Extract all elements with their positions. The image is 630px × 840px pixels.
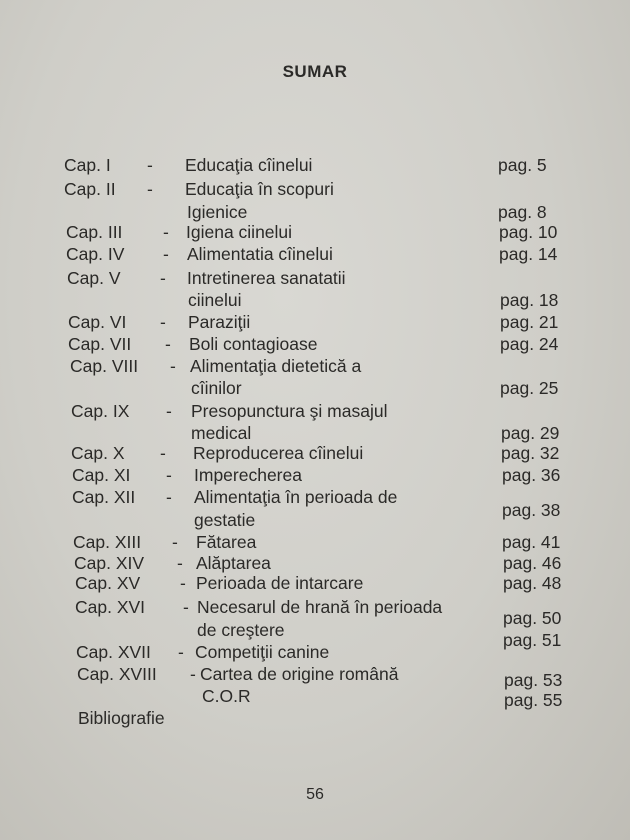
chapter-title: Presopunctura şi masajul [191, 401, 388, 421]
toc-entry [0, 222, 630, 242]
chapter-title: Fătarea [196, 532, 257, 552]
chapter-number: Cap. VI [68, 312, 127, 332]
chapter-page: pag. 14 [499, 244, 558, 264]
chapter-title: Alimentatia cîinelui [187, 244, 333, 264]
chapter-page: pag. 53 [504, 670, 563, 690]
separator-dash: - [180, 573, 186, 593]
separator-dash: - [160, 312, 166, 332]
toc-entry [0, 356, 630, 376]
chapter-page: pag. 38 [502, 500, 561, 520]
separator-dash: - [170, 356, 176, 376]
toc-entry-continuation [0, 378, 630, 398]
chapter-page: pag. 25 [500, 378, 559, 398]
separator-dash: - [172, 532, 178, 552]
toc-entry [0, 573, 630, 593]
page-number: 56 [306, 786, 324, 803]
chapter-page: pag. 29 [501, 423, 560, 443]
chapter-title: Cartea de origine română [200, 664, 399, 684]
chapter-title-continued: ciinelui [188, 290, 242, 310]
chapter-title: Alăptarea [196, 553, 271, 573]
chapter-page: pag. 50 [503, 608, 562, 628]
separator-dash: - [163, 222, 169, 242]
chapter-title: Imperecherea [194, 465, 302, 485]
toc-entry [0, 334, 630, 354]
chapter-title: Necesarul de hrană în perioada [197, 597, 443, 617]
separator-dash: - [166, 487, 172, 507]
separator-dash: - [147, 155, 153, 175]
chapter-page: pag. 21 [500, 312, 559, 332]
toc-entry [0, 312, 630, 332]
chapter-title-continued: C.O.R [202, 686, 251, 706]
chapter-number: Cap. I [64, 155, 111, 175]
separator-dash: - [183, 597, 189, 617]
chapter-page: pag. 5 [498, 155, 547, 175]
separator-dash: - [163, 244, 169, 264]
chapter-number: Cap. XVIII [77, 664, 157, 684]
separator-dash: - [165, 334, 171, 354]
chapter-page: pag. 51 [503, 630, 562, 650]
toc-entry-page-row [0, 690, 630, 710]
chapter-title: Intretinerea sanatatii [187, 268, 346, 288]
bibliography-label: Bibliografie [78, 708, 165, 728]
toc-entry [0, 443, 630, 463]
chapter-title: Igiena ciinelui [186, 222, 293, 242]
toc-entry [0, 465, 630, 485]
chapter-title-continued: cîinilor [191, 378, 242, 398]
chapter-page: pag. 10 [499, 222, 558, 242]
separator-dash: - [177, 553, 183, 573]
chapter-title: Reproducerea cîinelui [193, 443, 364, 463]
chapter-number: Cap. XII [72, 487, 136, 507]
toc-entry-page-row [0, 630, 630, 650]
chapter-number: Cap. XIV [74, 553, 145, 573]
toc-entry [0, 244, 630, 264]
chapter-number: Cap. XVII [76, 642, 151, 662]
separator-dash: - [147, 179, 153, 199]
chapter-number: Cap. XI [72, 465, 131, 485]
chapter-title-continued: gestatie [194, 510, 256, 530]
chapter-number: Cap. VIII [70, 356, 139, 376]
chapter-number: Cap. IV [66, 244, 125, 264]
chapter-title-continued: medical [191, 423, 252, 443]
chapter-title: Paraziţii [188, 312, 251, 332]
chapter-number: Cap. XVI [75, 597, 146, 617]
chapter-page: pag. 48 [503, 573, 562, 593]
chapter-page: pag. 55 [504, 690, 563, 710]
toc-entry [0, 179, 630, 199]
chapter-title: Educaţia în scopuri [185, 179, 334, 199]
chapter-title: Alimentaţia dietetică a [190, 356, 362, 376]
chapter-page: pag. 36 [502, 465, 561, 485]
chapter-page: pag. 32 [501, 443, 560, 463]
chapter-number: Cap. XIII [73, 532, 142, 552]
toc-entry [0, 532, 630, 552]
chapter-title: Educaţia cîinelui [185, 155, 313, 175]
chapter-number: Cap. VII [68, 334, 132, 354]
chapter-number: Cap. V [67, 268, 121, 288]
separator-dash: - [160, 443, 166, 463]
chapter-number: Cap. X [71, 443, 125, 463]
chapter-page: pag. 8 [498, 202, 547, 222]
toc-entry [0, 553, 630, 573]
toc-entry [0, 268, 630, 288]
chapter-page: pag. 46 [503, 553, 562, 573]
toc-entry-continuation [0, 202, 630, 222]
page-title: SUMAR [282, 62, 348, 81]
toc-entry-page-row [0, 608, 630, 628]
separator-dash: - [178, 642, 184, 662]
chapter-title-continued: de creştere [197, 620, 285, 640]
toc-entry-page-row [0, 500, 630, 520]
toc-entry-page-row [0, 670, 630, 690]
separator-dash: - [166, 401, 172, 421]
chapter-title: Competiţii canine [195, 642, 330, 662]
chapter-number: Cap. III [66, 222, 123, 242]
chapter-page: pag. 41 [502, 532, 561, 552]
chapter-page: pag. 24 [500, 334, 559, 354]
chapter-title: Perioada de intarcare [196, 573, 364, 593]
chapter-number: Cap. II [64, 179, 116, 199]
chapter-number: Cap. XV [75, 573, 141, 593]
chapter-title: Boli contagioase [189, 334, 318, 354]
toc-entry [0, 155, 630, 175]
separator-dash: - [166, 465, 172, 485]
toc-entry-continuation [0, 290, 630, 310]
separator-dash: - [160, 268, 166, 288]
chapter-title-continued: Igienice [187, 202, 248, 222]
toc-entry-continuation [0, 423, 630, 443]
chapter-title: Alimentaţia în perioada de [194, 487, 398, 507]
separator-dash: - [190, 664, 196, 684]
chapter-page: pag. 18 [500, 290, 559, 310]
toc-entry [0, 401, 630, 421]
chapter-number: Cap. IX [71, 401, 130, 421]
toc-entry [0, 708, 630, 728]
